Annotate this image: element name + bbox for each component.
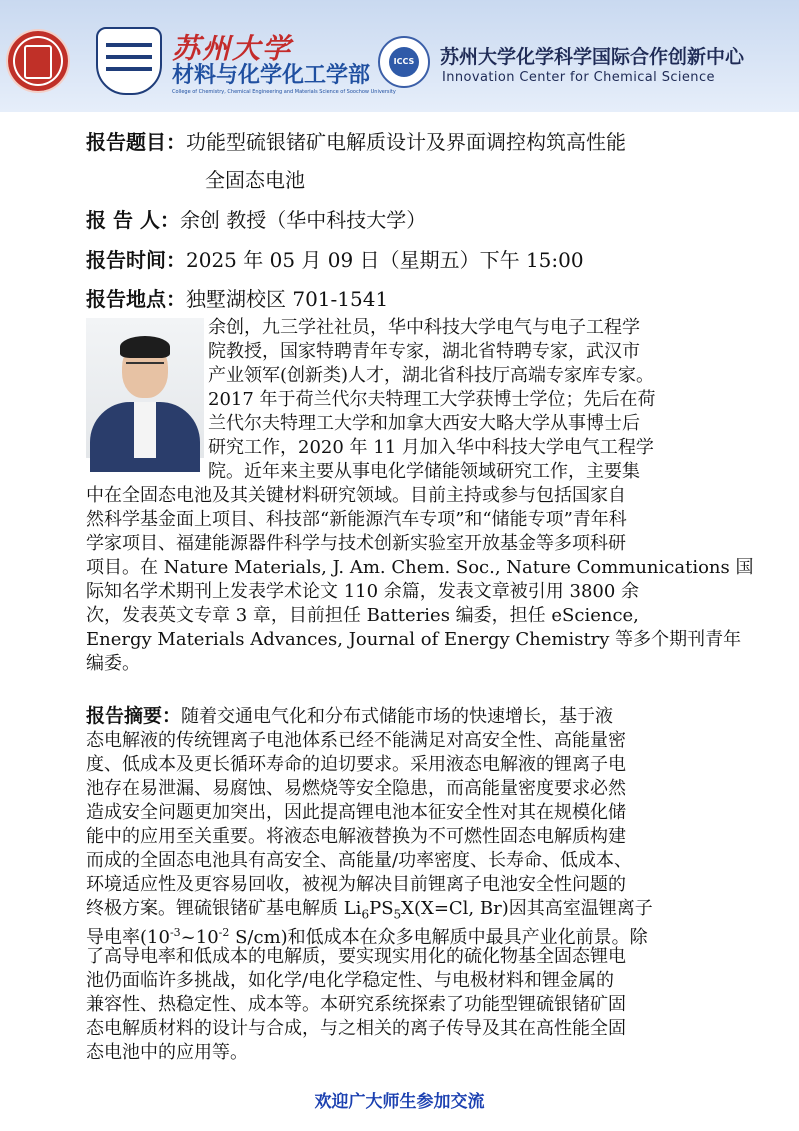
bio-line: 然科学基金面上项目、科技部“新能源汽车专项”和“储能专项”青年科 — [86, 509, 627, 530]
bio-line: 际知名学术期刊上发表学术论文 110 余篇，发表文章被引用 3800 余 — [86, 581, 640, 602]
conductivity-superscript: -3 — [169, 926, 181, 939]
bio-line: 院。近年来主要从事电化学储能领域研究工作，主要集 — [208, 461, 640, 482]
abstract-line: 能中的应用至关重要。将液态电解液替换为不可燃性固态电解质构建 — [86, 826, 626, 847]
speaker-photo — [86, 318, 204, 458]
formula-subscript: 6 — [361, 907, 370, 922]
abstract-line: 池存在易泄漏、易腐蚀、易燃烧等安全隐患，而高能量密度要求必然 — [86, 778, 626, 799]
conductivity-superscript: -2 — [218, 926, 230, 939]
time-label: 报告时间： — [86, 248, 186, 272]
iccs-logo — [378, 36, 430, 88]
abstract-line: 度、低成本及更长循环寿命的迫切要求。采用液态电解液的锂离子电 — [86, 754, 626, 775]
college-crest-logo — [96, 27, 162, 95]
header-banner — [0, 0, 799, 112]
abstract-line: 而成的全固态电池具有高安全、高能量/功率密度、长寿命、低成本、 — [86, 850, 633, 871]
abstract-line: 态电解液的传统锂离子电池体系已经不能满足对高安全性、高能量密 — [86, 730, 626, 751]
speaker-label: 报 告 人： — [86, 208, 180, 232]
bio-line: 中在全固态电池及其关键材料研究领域。目前主持或参与包括国家自 — [86, 485, 626, 506]
abstract-line: 态电解质材料的设计与合成，与之相关的离子传导及其在高性能全固 — [86, 1018, 626, 1039]
bio-line: 编委。 — [86, 653, 140, 674]
conductivity-text: ~10 — [180, 927, 219, 948]
bio-line: 余创，九三学社社员，华中科技大学电气与电子工程学 — [208, 317, 640, 338]
school-english-name: College of Chemistry, Chemical Engineering and Materials Science of Soochow University — [172, 89, 396, 95]
speaker-value: 余创 教授（华中科技大学） — [179, 208, 427, 232]
iccs-logo-text: ICCS — [389, 47, 419, 77]
conductivity-text: S/cm)和低成本在众多电解质中最具产业化前景。除 — [229, 927, 648, 948]
abstract-label: 报告摘要： — [86, 705, 182, 727]
place-label: 报告地点： — [86, 287, 186, 311]
bio-line: 研究工作，2020 年 11 月加入华中科技大学电气工程学 — [208, 437, 654, 458]
abstract-line: 随着交通电气化和分布式储能市场的快速增长，基于液 — [181, 706, 614, 727]
abstract-line: 态电池中的应用等。 — [86, 1042, 248, 1063]
conductivity-text: 导电率(10 — [86, 927, 170, 948]
report-title-line1: 功能型硫银锗矿电解质设计及界面调控构筑高性能 — [186, 130, 626, 154]
formula-text: X(X=Cl, Br)因其高室温锂离子 — [401, 898, 653, 919]
abstract-line: 兼容性、热稳定性、成本等。本研究系统探索了功能型锂硫银锗矿固 — [86, 994, 626, 1015]
place-value: 独墅湖校区 701-1541 — [186, 287, 389, 311]
formula-subscript: 5 — [393, 907, 402, 922]
bio-line: 次，发表英文专章 3 章，目前担任 Batteries 编委，担任 eScience, — [86, 605, 639, 626]
title-label: 报告题目： — [86, 130, 186, 154]
center-english-name: Innovation Center for Chemical Science — [442, 70, 715, 85]
bio-line: 院教授，国家特聘青年专家，湖北省特聘专家，武汉市 — [208, 341, 640, 362]
report-title-row — [86, 126, 626, 158]
abstract-line: 环境适应性及更容易回收，被视为解决目前锂离子电池安全性问题的 — [86, 874, 626, 895]
time-row — [86, 244, 584, 276]
bio-line: 产业领军(创新类)人才，湖北省科技厅高端专家库专家。 — [208, 365, 655, 386]
report-title-line2: 全固态电池 — [205, 168, 305, 192]
time-value: 2025 年 05 月 09 日（星期五）下午 15:00 — [186, 248, 584, 272]
abstract-first-line — [86, 704, 613, 729]
school-subname: 材料与化学化工学部 — [172, 63, 371, 88]
speaker-row — [86, 204, 426, 236]
formula-text: PS — [369, 898, 394, 919]
formula-text: 终极方案。锂硫银锗矿基电解质 Li — [86, 898, 362, 919]
university-seal-logo — [6, 29, 70, 93]
abstract-line: 了高导电率和低成本的电解质，要实现实用化的硫化物基全固态锂电 — [86, 946, 626, 967]
welcome-footer: 欢迎广大师生参加交流 — [314, 1092, 485, 1112]
bio-line: Energy Materials Advances, Journal of Energy Chemistry 等多个期刊青年 — [86, 629, 742, 650]
bio-line: 兰代尔夫特理工大学和加拿大西安大略大学从事博士后 — [208, 413, 640, 434]
report-title-row-2 — [205, 164, 305, 196]
bio-line: 学家项目、福建能源器件科学与技术创新实验室开放基金等多项科研 — [86, 533, 626, 554]
place-row — [86, 283, 388, 315]
abstract-line: 造成安全问题更加突出，因此提高锂电池本征安全性对其在规模化储 — [86, 802, 626, 823]
bio-line: 2017 年于荷兰代尔夫特理工大学获博士学位；先后在荷 — [208, 389, 656, 410]
abstract-line: 池仍面临许多挑战，如化学/电化学稳定性、与电极材料和锂金属的 — [86, 970, 615, 991]
bio-line: 项目。在 Nature Materials, J. Am. Chem. Soc., Nature Communications 国 — [86, 557, 754, 578]
center-name: 苏州大学化学科学国际合作创新中心 — [440, 46, 745, 68]
school-name: 苏州大学 — [172, 32, 293, 65]
